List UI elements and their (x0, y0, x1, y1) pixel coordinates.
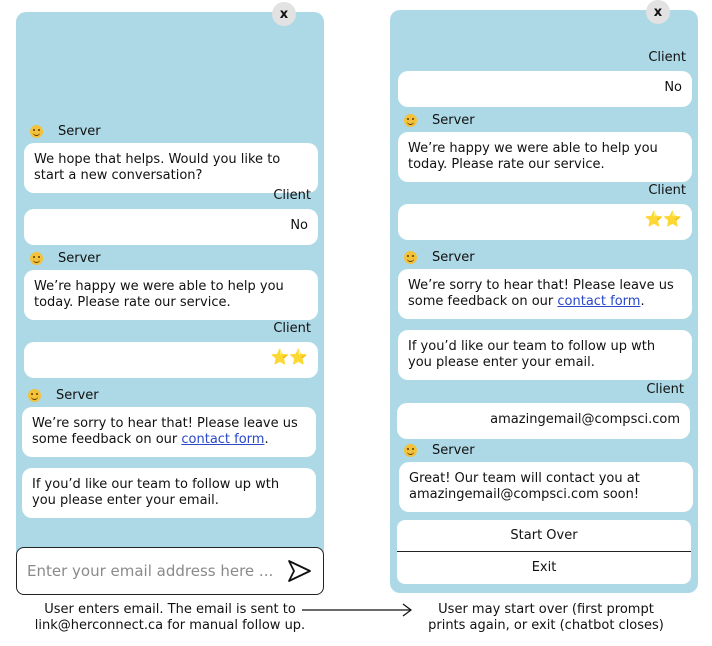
server-label: Server (30, 124, 101, 139)
server-message: We’re happy we were able to help you today. Please rate our service. (398, 132, 692, 182)
email-input-container (16, 547, 324, 595)
client-label: Client (273, 321, 311, 336)
server-label: Server (30, 251, 101, 266)
client-label: Client (273, 188, 311, 203)
star-rating-icon: ⭐⭐ (270, 348, 308, 366)
client-label: Client (648, 50, 686, 65)
arrow-right-icon (302, 602, 414, 618)
server-message: We hope that helps. Would you like to start a new conversation? (24, 143, 318, 193)
start-over-button[interactable]: Start Over (397, 520, 691, 552)
server-message: We’re sorry to hear that! Please leave us some feedback on our contact form. (398, 269, 692, 319)
server-label: Server (404, 443, 475, 458)
smiley-icon (28, 389, 41, 402)
close-icon: x (653, 4, 663, 20)
server-message: We’re sorry to hear that! Please leave us some feedback on our contact form. (22, 407, 316, 457)
smiley-icon (404, 251, 417, 264)
close-icon: x (279, 6, 289, 22)
close-button-right[interactable] (646, 0, 670, 24)
star-rating-icon: ⭐⭐ (644, 210, 682, 228)
contact-form-link[interactable]: contact form (181, 432, 265, 447)
exit-button[interactable]: Exit (397, 552, 691, 584)
smiley-icon (30, 125, 43, 138)
caption-left: User enters email. The email is sent to link@herconnect.ca for manual follow up. (34, 602, 306, 633)
client-label: Client (646, 382, 684, 397)
client-rating-message (24, 342, 318, 378)
send-icon[interactable] (285, 557, 313, 585)
server-message: We’re happy we were able to help you today. Please rate our service. (24, 270, 318, 320)
server-label: Server (404, 250, 475, 265)
caption-right: User may start over (first prompt prints again, or exit (chatbot closes) (428, 602, 664, 633)
close-button-left[interactable] (272, 2, 296, 26)
smiley-icon (404, 444, 417, 457)
contact-form-link[interactable]: contact form (557, 294, 641, 309)
client-email-message: amazingemail@compsci.com (397, 403, 690, 439)
client-message: No (24, 209, 318, 245)
smiley-icon (404, 114, 417, 127)
server-label: Server (28, 388, 99, 403)
client-rating-message (398, 204, 692, 240)
client-label: Client (648, 183, 686, 198)
smiley-icon (30, 252, 43, 265)
server-message: Great! Our team will contact you at amazingemail@compsci.com soon! (399, 462, 693, 512)
server-message: If you’d like our team to follow up wth you please enter your email. (22, 468, 316, 518)
client-message: No (398, 71, 692, 107)
email-input[interactable] (27, 562, 285, 580)
server-label: Server (404, 113, 475, 128)
server-message: If you’d like our team to follow up wth you please enter your email. (398, 330, 692, 380)
